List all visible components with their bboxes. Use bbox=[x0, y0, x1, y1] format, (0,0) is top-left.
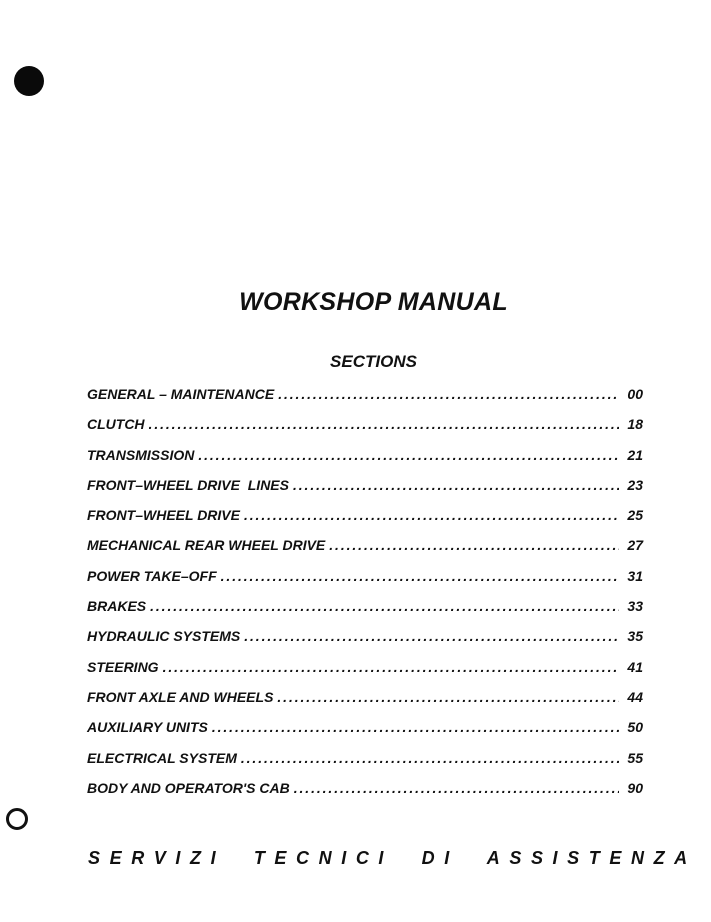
section-number: 27 bbox=[627, 537, 643, 554]
section-label: FRONT–WHEEL DRIVE bbox=[87, 507, 240, 524]
footer-company-name: SERVIZI TECNICI DI ASSISTENZA bbox=[88, 848, 697, 868]
section-label: CLUTCH bbox=[87, 416, 145, 433]
dot-leader bbox=[163, 659, 619, 675]
section-number: 21 bbox=[627, 446, 643, 463]
section-label: ELECTRICAL SYSTEM bbox=[87, 749, 237, 766]
dot-leader bbox=[212, 719, 619, 735]
section-label: GENERAL – MAINTENANCE bbox=[87, 386, 275, 402]
section-label: STEERING bbox=[87, 658, 159, 675]
section-row bbox=[87, 416, 643, 446]
dot-leader bbox=[294, 780, 619, 796]
section-number: 90 bbox=[627, 779, 643, 796]
section-number: 55 bbox=[627, 749, 643, 766]
dot-leader bbox=[293, 477, 619, 493]
section-number: 50 bbox=[627, 719, 643, 736]
dot-leader bbox=[278, 386, 619, 402]
dot-leader bbox=[244, 628, 619, 644]
section-row bbox=[87, 447, 643, 477]
section-number: 41 bbox=[627, 658, 643, 675]
section-number: 35 bbox=[627, 628, 643, 645]
section-label: FRONT AXLE AND WHEELS bbox=[87, 688, 274, 705]
section-row bbox=[87, 689, 643, 719]
dot-leader bbox=[241, 750, 619, 766]
section-number: 00 bbox=[627, 386, 643, 402]
dot-leader bbox=[198, 447, 619, 463]
section-number: 18 bbox=[627, 416, 643, 433]
section-label: FRONT–WHEEL DRIVE LINES bbox=[87, 476, 289, 493]
section-row bbox=[87, 537, 643, 567]
dot-leader bbox=[150, 598, 619, 614]
section-number: 23 bbox=[627, 476, 643, 493]
section-row bbox=[87, 598, 643, 628]
section-row bbox=[87, 719, 643, 749]
section-number: 44 bbox=[627, 688, 643, 705]
sections-list bbox=[87, 386, 643, 810]
section-row bbox=[87, 780, 643, 810]
section-row bbox=[87, 750, 643, 780]
section-row bbox=[87, 386, 643, 416]
section-label: AUXILIARY UNITS bbox=[87, 719, 208, 736]
section-number: 31 bbox=[627, 567, 643, 584]
dot-leader bbox=[277, 689, 619, 705]
punch-hole-filled-icon bbox=[14, 66, 44, 96]
section-row bbox=[87, 477, 643, 507]
dot-leader bbox=[149, 416, 619, 432]
section-label: POWER TAKE–OFF bbox=[87, 567, 217, 584]
sections-heading: SECTIONS bbox=[330, 352, 417, 371]
page-title: WORKSHOP MANUAL bbox=[239, 288, 508, 316]
punch-hole-ring-icon bbox=[6, 808, 28, 830]
section-row bbox=[87, 628, 643, 658]
dot-leader bbox=[221, 568, 619, 584]
section-label: MECHANICAL REAR WHEEL DRIVE bbox=[87, 537, 326, 554]
section-row bbox=[87, 659, 643, 689]
dot-leader bbox=[329, 537, 619, 553]
section-label: BODY AND OPERATOR'S CAB bbox=[87, 779, 290, 796]
section-row bbox=[87, 568, 643, 598]
section-label: TRANSMISSION bbox=[87, 446, 195, 463]
section-label: HYDRAULIC SYSTEMS bbox=[87, 628, 241, 645]
section-number: 33 bbox=[627, 598, 643, 615]
section-label: BRAKES bbox=[87, 598, 147, 615]
dot-leader bbox=[244, 507, 619, 523]
section-row bbox=[87, 507, 643, 537]
section-number: 25 bbox=[627, 507, 643, 524]
